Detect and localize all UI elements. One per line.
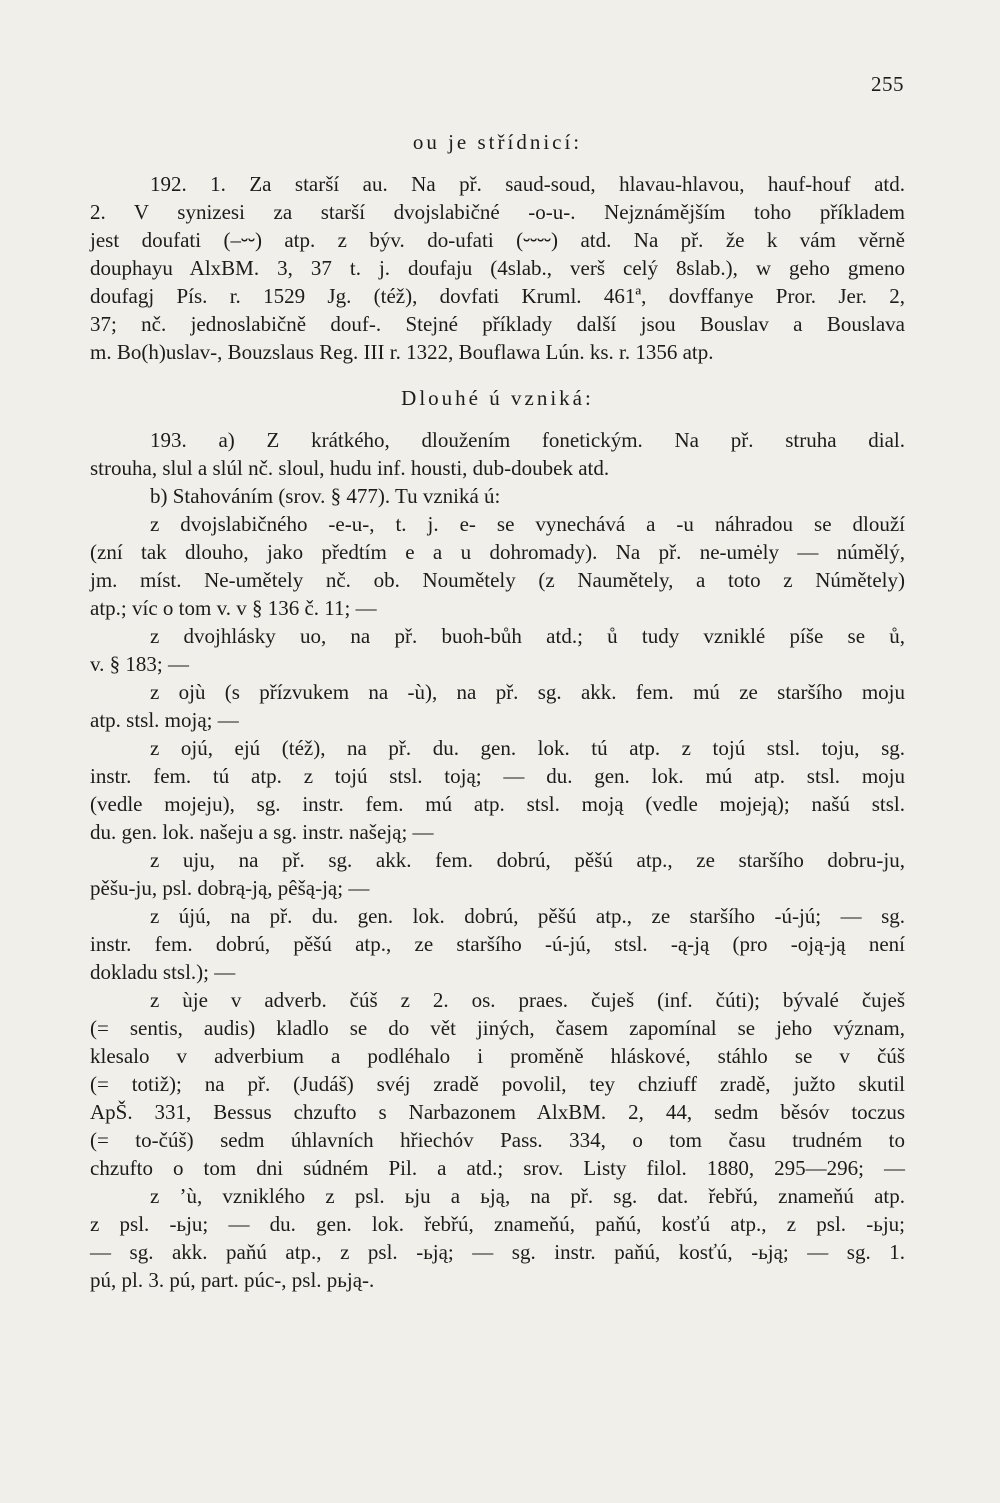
text-line: chzufto o tom dni súdném Pil. a atd.; srov. Listy filol. 1880, 295—296; — <box>90 1156 905 1180</box>
text-line: (zní tak dlouho, jako předtím e a u dohromady). Na př. ne-umėly — númělý, <box>90 540 905 564</box>
text-line: z dvojslabičného -e-u-, t. j. e- se vynechává a -u náhradou se dlouží <box>150 512 905 536</box>
text-line: instr. fem. dobrú, pěšú atp., ze staršího -ú-jú, stsl. -ą-ją (pro -oją-ją není <box>90 932 905 956</box>
text-line: 192. 1. Za starší au. Na př. saud-soud, hlavau-hlavou, hauf-houf atd. <box>150 172 905 196</box>
text-line: z uju, na př. sg. akk. fem. dobrú, pěšú atp., ze staršího dobru-ju, <box>150 848 905 872</box>
text-line: z újú, na př. du. gen. lok. dobrú, pěšú atp., ze staršího -ú-jú; — sg. <box>150 904 905 928</box>
text-line: v. § 183; — <box>90 652 189 676</box>
text-line: z ùje v adverb. čúš z 2. os. praes. čuješ (inf. čúti); bývalé čuješ <box>150 988 905 1012</box>
paragraph-193 <box>90 426 905 1294</box>
text-line: (vedle mojeju), sg. instr. fem. mú atp. stsl. moją (vedle mojeją); našú stsl. <box>90 792 905 816</box>
text-line: 37; nč. jednoslabičně douf-. Stejné příklady další jsou Bouslav a Bouslava <box>90 312 905 336</box>
text-line: b) Stahováním (srov. § 477). Tu vzniká ú: <box>150 484 501 508</box>
text-line: z dvojhlásky uo, na př. buoh-bůh atd.; ů tudy vzniklé píše se ů, <box>150 624 905 648</box>
text-line: atp. stsl. moją; — <box>90 708 239 732</box>
text-line: jest doufati (–⏑⏑) atp. z býv. do-ufati (⏑⏑⏑⏑) atd. Na př. že k vám věrně <box>90 228 905 252</box>
text-line: (= to-čúš) sedm úhlavních hřiechóv Pass. 334, o tom času trudném to <box>90 1128 905 1152</box>
text-line: jm. míst. Ne-umětely nč. ob. Noumětely (z Naumětely, a toto z Númětely) <box>90 568 905 592</box>
text-line: du. gen. lok. našeju a sg. instr. našeją; — <box>90 820 434 844</box>
text-line: z ʼù, vzniklého z psl. ьju a ьją, na př. sg. dat. řebřú, znameňú atp. <box>150 1184 905 1208</box>
text-block <box>90 128 905 1294</box>
text-line: z ojù (s přízvukem na -ù), na př. sg. akk. fem. mú ze staršího moju <box>150 680 905 704</box>
section-heading-dlouhe-u: Dlouhé ú vzniká: <box>401 386 594 410</box>
text-line: z ojú, ejú (též), na př. du. gen. lok. tú atp. z tojú stsl. toju, sg. <box>150 736 905 760</box>
text-line: pěšu-ju, psl. dobrą-ją, pêšą-ją; — <box>90 876 370 900</box>
text-line: strouha, slul a slúl nč. sloul, hudu inf. housti, dub-doubek atd. <box>90 456 610 480</box>
paragraph-192 <box>90 170 905 366</box>
text-line: (= totiž); na př. (Judáš) svéj zradě povolil, tey chziuff zradě, južto skutil <box>90 1072 905 1096</box>
text-line: atp.; víc o tom v. v § 136 č. 11; — <box>90 596 377 620</box>
text-line: klesalo v adverbium a podléhalo i proměně hláskové, stáhlo se v čúš <box>90 1044 905 1068</box>
text-line: pú, pl. 3. pú, part. púc-, psl. pьją-. <box>90 1268 375 1292</box>
text-line: doufagj Pís. r. 1529 Jg. (též), dovfati Kruml. 461ª, dovffanye Pror. Jer. 2, <box>90 284 905 308</box>
page-number: 255 <box>871 72 904 96</box>
text-line: instr. fem. tú atp. z tojú stsl. toją; — du. gen. lok. mú atp. stsl. moju <box>90 764 905 788</box>
section-heading-ou: ou je střídnicí: <box>412 130 583 154</box>
text-line: 2. V synizesi za starší dvojslabičné -o-u-. Nejznámějším toho příkladem <box>90 200 905 224</box>
text-line: — sg. akk. paňú atp., z psl. -ьją; — sg. instr. paňú, kosťú, -ьją; — sg. 1. <box>90 1240 905 1264</box>
text-line: z psl. -ьju; — du. gen. lok. řebřú, znameňú, paňú, kosťú atp., z psl. -ьju; <box>90 1212 905 1236</box>
text-line: 193. a) Z krátkého, dloužením fonetickým. Na př. struha dial. <box>150 428 905 452</box>
text-line: ApŠ. 331, Bessus chzufto s Narbazonem AlxBM. 2, 44, sedm běsóv toczus <box>90 1100 905 1124</box>
text-line: douphayu AlxBM. 3, 37 t. j. doufaju (4slab., verš celý 8slab.), w geho gmeno <box>90 256 905 280</box>
text-line: dokladu stsl.); — <box>90 960 236 984</box>
text-line: m. Bo(h)uslav-, Bouzslaus Reg. III r. 1322, Bouflawa Lún. ks. r. 1356 atp. <box>90 340 714 364</box>
text-line: (= sentis, audis) kladlo se do vět jiných, časem zapomínal se jeho význam, <box>90 1016 905 1040</box>
